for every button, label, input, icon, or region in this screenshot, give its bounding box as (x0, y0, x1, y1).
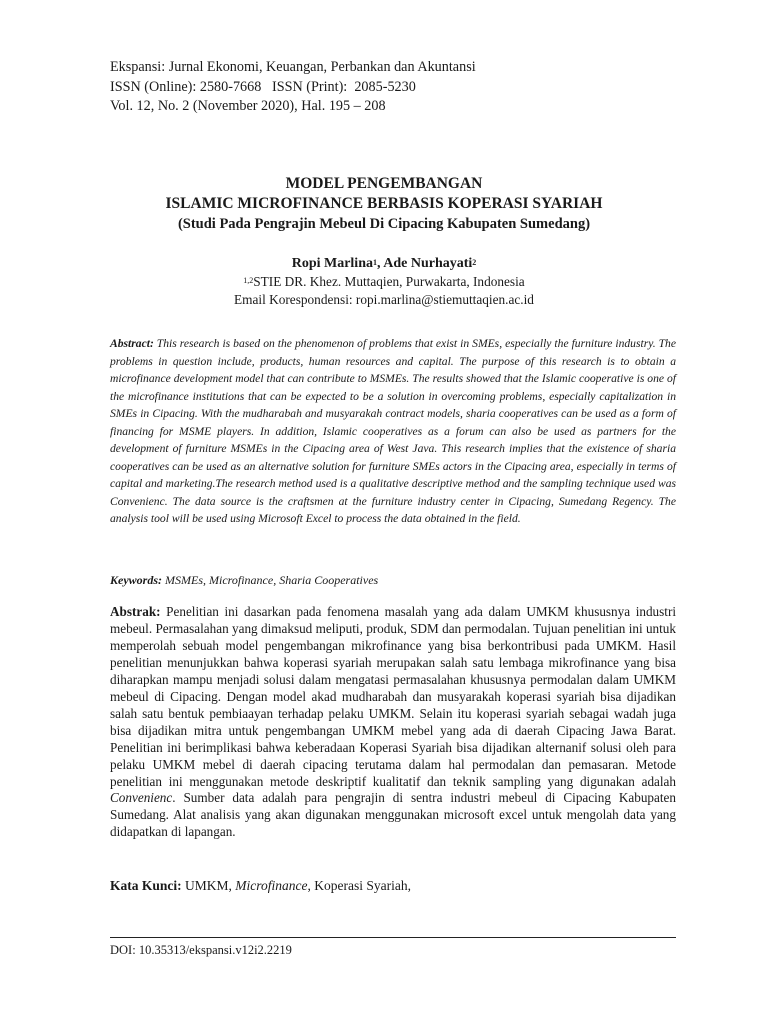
abstract-english-text: This research is based on the phenomenon of problems that exist in SMEs, especially the furniture industry. The problems in question include, products, human resources and capital. The purpose of this research is to obtain a microfinance development model that can contribute to MSMEs. The results showed that the Islamic cooperative is one of the microfinance institutions that can be expected to be a solution in overcoming problems, especially capitalization in SMEs in Cipacing. With the mudharabah and musyarakah contract models, sharia cooperatives can be used as a form of financing for MSME players. In addition, Islamic cooperatives as a forum can also be used as partners for the development of furniture MSMEs in the Cipacing area of West Java. This research implies that the existence of sharia cooperatives can be used as an alternative solution for furniture SMEs actors in the Cipacing area, especially in terms of capital and marketing.The research method used is a qualitative descriptive method and the sampling technique used was Convenienc. The data source is the craftsmen at the furniture industry center in Cipacing, Sumedang Regency. The analysis tool will be used using Microsoft Excel to process the data obtained in the field. (110, 337, 676, 525)
footer-divider (110, 937, 676, 938)
keywords-indonesian-italic: Microfinance (235, 878, 308, 893)
journal-issn: ISSN (Online): 2580-7668 ISSN (Print): 2085-5230 (110, 78, 416, 95)
author-2: Ade Nurhayati (383, 256, 473, 271)
journal-volume: Vol. 12, No. 2 (November 2020), Hal. 195 – 208 (110, 98, 386, 114)
abstract-english-label: Abstract: (110, 337, 154, 350)
abstract-indonesian-text-2: . Sumber data adalah para pengrajin di sentra industri mebeul di Cipacing Kabupaten Sumedang. Alat analisis yang akan digunakan menggunakan microsoft excel untuk mengolah data yang didapatkan di lapangan. (110, 790, 676, 840)
keywords-indonesian-text-2: , Koperasi Syariah, (307, 878, 411, 893)
author-2-affil-mark: 2 (472, 258, 477, 267)
keywords-english (110, 572, 676, 589)
abstract-english (110, 335, 676, 528)
abstract-indonesian (110, 604, 676, 841)
paper-subtitle: (Studi Pada Pengrajin Mebeul Di Cipacing Kabupaten Sumedang) (177, 216, 591, 232)
keywords-english-text: MSMEs, Microfinance, Sharia Cooperatives (162, 573, 379, 587)
author-list (60, 254, 708, 273)
title-block (60, 174, 708, 234)
keywords-indonesian-label: Kata Kunci: (110, 878, 182, 893)
paper-title-line-1: MODEL PENGEMBANGAN (285, 175, 483, 192)
abstract-indonesian-label: Abstrak: (110, 604, 161, 619)
affiliation (60, 273, 708, 291)
abstract-indonesian-italic: Convenienc (110, 790, 173, 806)
keywords-english-label: Keywords: (110, 573, 162, 587)
journal-header (110, 58, 710, 117)
affiliation-text: STIE DR. Khez. Muttaqien, Purwakarta, Indonesia (253, 274, 525, 289)
keywords-indonesian (110, 877, 676, 895)
abstract-indonesian-text-1: Penelitian ini dasarkan pada fenomena masalah yang ada dalam UMKM khususnya industri mebeul. Permasalahan yang dimaksud meliputi, produk, SDM dan permodalan. Tujuan penelitian ini untuk memperolah sebuah model pengembangan mikrofinance yang bisa berkontribusi pada UMKM. Hasil penelitian menunjukkan bahwa koperasi syariah merupakan salah satu lembaga mikrofinance yang bisa diharapkan mampu menjadi solusi dalam mengatasi permasalahan khususnya permodalan dalam UMKM mebeul di Cipacing. Dengan model akad mudharabah dan musyarakah koperasi syariah bisa dijadikan salah satu bentuk pembiaayan terhadap pelaku UMKM. Selain itu koperasi syariah sebagai wadah juga bisa dijadikan mitra untuk pengembangan UMKM mebel yang ada di daerah Cipacing Jawa Barat. Penelitian ini berimplikasi bahwa keberadaan Koperasi Syariah bisa dijadikan alternanif solusi oleh para pelaku UMKM mebel di daerah cipacing terutama dalam hal permodalan dan pemasaran. Metode penelitian ini menggunakan metode deskriptif kualitatif dan teknik sampling yang digunakan adalah (110, 604, 676, 789)
keywords-indonesian-text-1: UMKM, (181, 878, 236, 893)
author-separator: , (376, 256, 384, 271)
author-1: Ropi Marlina (291, 256, 373, 271)
paper-title-line-2: ISLAMIC MICROFINANCE BERBASIS KOPERASI SYARIAH (165, 195, 603, 212)
author-1-affil-mark: 1 (372, 258, 377, 267)
affiliation-mark: 1,2 (243, 276, 254, 285)
journal-name: Ekspansi: Jurnal Ekonomi, Keuangan, Perbankan dan Akuntansi (110, 59, 476, 75)
authors-block (60, 254, 708, 309)
correspondence-email: Email Korespondensi: ropi.marlina@stiemuttaqien.ac.id (234, 292, 534, 307)
doi-link[interactable]: DOI: 10.35313/ekspansi.v12i2.2219 (110, 943, 292, 957)
